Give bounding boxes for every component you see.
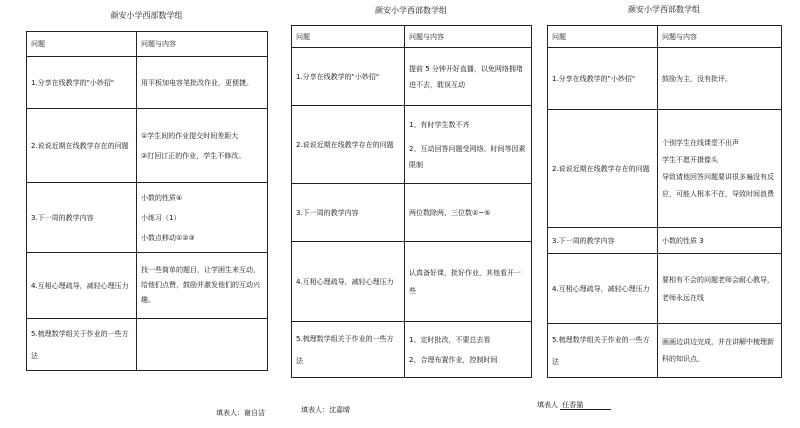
answer-line: 2、互动回答问题受网络、时间等因素限制 — [409, 144, 526, 169]
header-row — [27, 32, 268, 57]
question-cell: 3.下一周的教学内容 — [548, 228, 658, 254]
answer-line: 小数的性质④ — [141, 193, 183, 202]
table-row — [27, 109, 268, 183]
answer-line: 用平板加电容笔批改作业，更便捷。 — [141, 78, 253, 87]
question-cell: 4.互相心理疏导，减轻心理压力 — [27, 253, 137, 319]
question-cell: 3.下一周的教学内容 — [292, 184, 405, 242]
answer-cell — [658, 110, 782, 228]
answer-line: 找一些简单的题目，让学困生来互动，给他们点赞，鼓励并激发他们的互动兴趣。 — [141, 266, 260, 304]
answer-cell — [405, 242, 532, 322]
table — [291, 25, 532, 378]
filler-signature: 填表人：沈嘉晴 — [301, 406, 350, 414]
table-row — [27, 253, 268, 319]
sheet-2 — [291, 0, 531, 428]
answer-cell — [658, 48, 782, 110]
question-cell: 1.分享在线教学的"小妙招" — [292, 48, 405, 106]
answer-cell — [137, 253, 268, 319]
table-row — [27, 183, 268, 253]
table-row — [548, 324, 782, 378]
answer-cell — [137, 319, 268, 371]
table — [26, 31, 268, 371]
filler-signature: 填表人：谢自洁 — [216, 409, 265, 417]
sheet-title: 颜安小学西部数学组 — [110, 11, 183, 20]
answer-cell — [137, 109, 268, 183]
header-question: 问题 — [548, 26, 658, 48]
sheet-1 — [26, 0, 267, 428]
answer-cell — [405, 48, 532, 106]
header-question: 问题 — [292, 26, 405, 48]
answer-cell — [658, 254, 782, 324]
answer-line: ②打回订正的作业，学生不修改。 — [141, 151, 246, 160]
answer-line: 个别学生在线课堂不出声 — [662, 138, 739, 147]
table-row — [292, 48, 532, 106]
question-cell: 2.说说近期在线教学存在的问题 — [548, 110, 658, 228]
answer-cell — [137, 183, 268, 253]
answer-line: 学生不愿开摄像头 — [662, 155, 718, 164]
header-answer: 问题与内容 — [137, 32, 268, 57]
header-row — [292, 26, 532, 48]
table-row — [27, 57, 268, 109]
question-cell: 2.说说近期在线教学存在的问题 — [27, 109, 137, 183]
answer-line: 两位数除两、三位数②~⑤ — [409, 208, 491, 217]
question-cell: 4.互相心理疏导，减轻心理压力 — [548, 254, 658, 324]
filler-label: 填表人 — [537, 401, 558, 409]
answer-line: 导致请他回答问题要讲很多遍没有反应，可能人根本不在，导致时间浪费 — [662, 172, 774, 198]
answer-cell — [405, 322, 532, 378]
answer-cell — [405, 184, 532, 242]
sheet-title: 颜安小学西部数学组 — [375, 6, 447, 15]
answer-line: 画画边讲边完成，并在讲解中梳理新科的知识点。 — [662, 337, 774, 363]
filler-name: 任香猫 — [560, 401, 611, 410]
question-cell: 5.梳理数学组关于作业的一些方法 — [292, 322, 405, 378]
table — [547, 25, 782, 378]
answer-line: 认真备好课，批好作业，其他看开一些 — [409, 268, 521, 295]
answer-cell — [658, 324, 782, 378]
header-answer: 问题与内容 — [658, 26, 782, 48]
header-row — [548, 26, 782, 48]
table-row — [548, 228, 782, 254]
answer-line: 小数点移动①②③ — [141, 233, 195, 242]
answer-line: 鼓励为主，没有批评。 — [662, 74, 732, 83]
question-cell: 2.说说近期在线教学存在的问题 — [292, 106, 405, 184]
answer-line: 小数的性质 3 — [662, 236, 704, 245]
question-cell: 1.分享在线教学的"小妙招" — [548, 48, 658, 110]
answer-line: 2、合理布置作业，控制时间 — [409, 355, 498, 364]
filler-signature — [537, 400, 611, 410]
answer-line: 提前 5 分钟开好直播，以免网络拥堵进不去，耽误互动 — [409, 64, 523, 89]
table-row — [292, 184, 532, 242]
table-row — [548, 48, 782, 110]
table-row — [27, 319, 268, 371]
table-row — [292, 242, 532, 322]
answer-line: ①学生间的作业提交时间差距大 — [141, 131, 239, 140]
table-row — [548, 254, 782, 324]
table-row — [292, 106, 532, 184]
question-cell: 5.梳理数学组关于作业的一些方法 — [548, 324, 658, 378]
sheet-3 — [537, 0, 781, 428]
answer-line: 1、有时学生数不齐 — [409, 120, 470, 129]
answer-line: 要相有不会的问题老师会耐心教导，老师永远在线 — [662, 275, 774, 302]
question-cell: 4.互相心理疏导，减轻心理压力 — [292, 242, 405, 322]
table-row — [292, 322, 532, 378]
header-question: 问题 — [27, 32, 137, 57]
sheet-title: 颜安小学西部数学组 — [628, 5, 700, 14]
answer-line: 1、定时批改，不要总去看 — [409, 335, 491, 344]
question-cell: 5.梳理数学组关于作业的一些方法 — [27, 319, 137, 371]
answer-line: 小练习（1） — [141, 213, 181, 222]
answer-cell — [658, 228, 782, 254]
question-cell: 3.下一周的教学内容 — [27, 183, 137, 253]
table-row — [548, 110, 782, 228]
question-cell: 1.分享在线教学的"小妙招" — [27, 57, 137, 109]
answer-cell — [137, 57, 268, 109]
header-answer: 问题与内容 — [405, 26, 532, 48]
answer-cell — [405, 106, 532, 184]
